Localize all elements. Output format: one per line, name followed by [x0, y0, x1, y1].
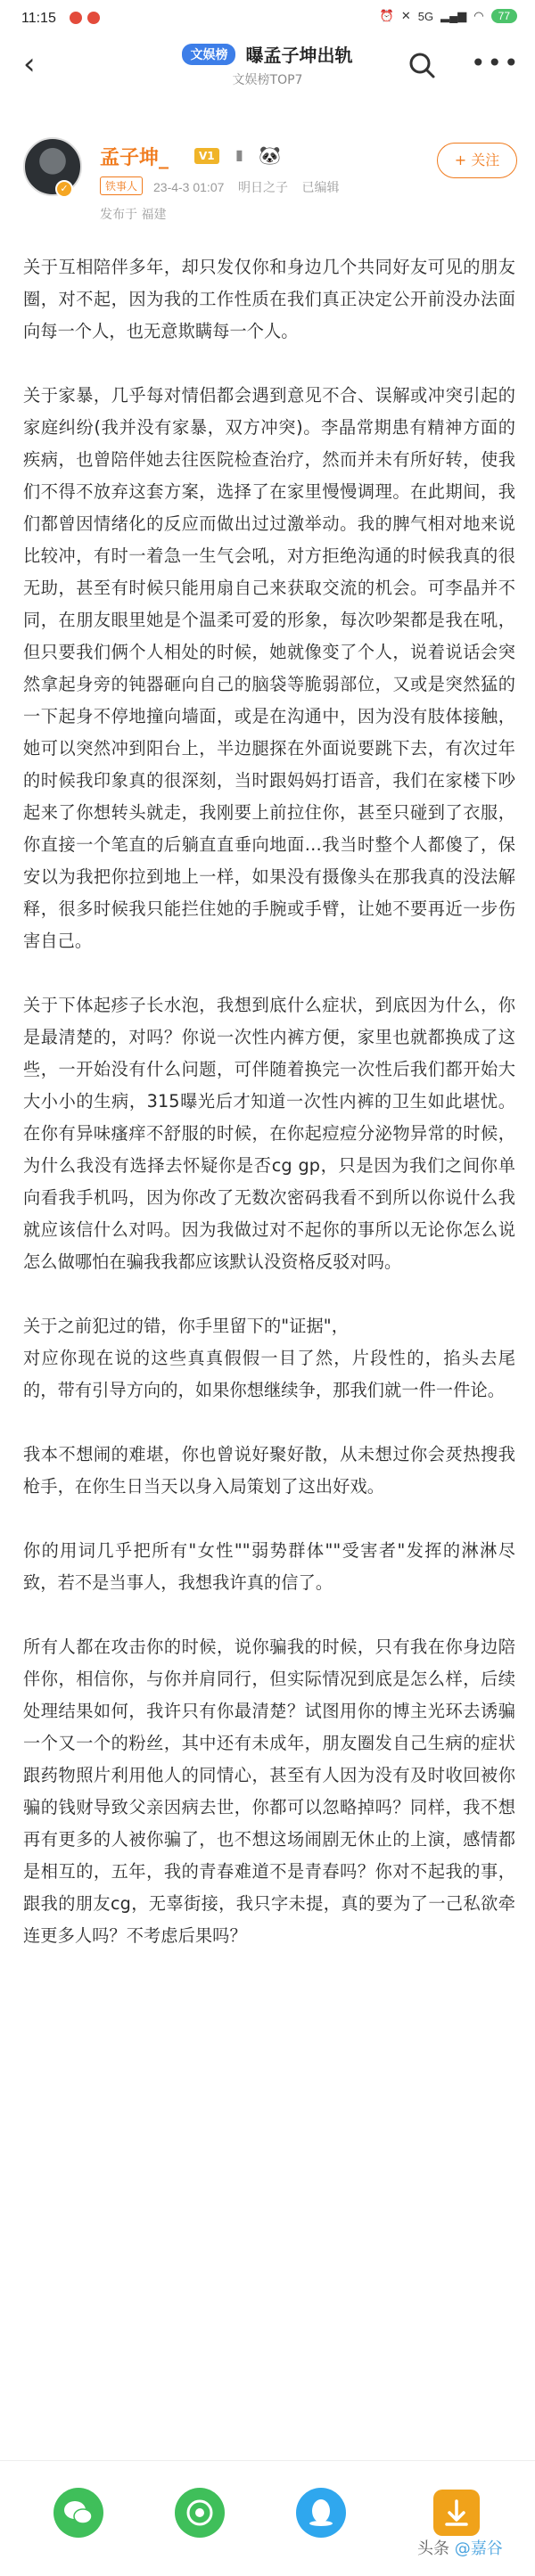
post-meta: [153, 178, 340, 196]
watermark: [417, 2536, 503, 2559]
watermark-prefix: 头条: [417, 2539, 449, 2558]
post-paragraph: 所有人都在攻击你的时候，说你骗我的时候，只有我在你身边陪伴你，相信你，与你并肩同行，但实际情况到底是怎么样，后续处理结果如何，我许只有你最清楚？试图用你的博主光环去诱骗一个又一个的粉丝，其中还有未成年，朋友圈发自己生病的症状跟药物照片利用他人的同情心，甚至有人因为没有及时收回被你骗的钱财导致父亲因病去世，你都可以忽略掉吗？同样，我不想再有更多的人被你骗了，也不想这场闹剧无休止的上演，感情都是相互的，五年，我的青春难道不是青春吗？你对不起我的事，跟我的朋友cg，无辜街接，我只字未提，真的要为了一己私欲牵连更多人吗？不考虑后果吗？: [23, 1637, 515, 1946]
back-icon[interactable]: ‹: [23, 46, 36, 82]
weibo-notification-icon: [70, 12, 82, 24]
watermark-handle: @嘉谷: [454, 2539, 503, 2558]
network-label: 5G: [417, 9, 434, 23]
more-options-icon[interactable]: •••: [471, 48, 521, 78]
post-paragraph: 你的用词几乎把所有"女性""弱势群体""受害者"发挥的淋淋尽致，若不是当事人，我想我许真的信了。: [23, 1540, 515, 1593]
post-paragraph: 我本不想闹的难堪，你也曾说好聚好散，从未想过你会烎热搜我枪手，在你生日当天以身入局策划了这出好戏。: [23, 1444, 515, 1497]
status-bar: [0, 0, 535, 34]
fans-tag[interactable]: 铁事人: [100, 176, 143, 195]
download-icon[interactable]: [433, 2490, 480, 2536]
page-subtitle[interactable]: 文娱榜TOP7: [232, 73, 303, 87]
mute-icon: ✕: [400, 9, 411, 22]
wechat-share-icon[interactable]: [54, 2488, 103, 2538]
post-paragraph: 关于互相陪伴多年，却只发仅你和身边几个共同好友可见的朋友圈，对不起，因为我的工作性质在我们真正决定公开前没办法面向每一个人，也无意欺瞒每一个人。: [23, 257, 515, 341]
follow-button[interactable]: + 关注: [437, 143, 517, 178]
post-paragraph: 关于下体起疹子长水泡，我想到底什么症状，到底因为什么，你是最清楚的，对吗？你说一次性内裤方便，家里也就都换成了这些，一开始没有什么问题，可伴随着换完一次性后我们都开始大大小小的生病，315曝光后才知道一次性内裤的卫生如此堪忧。在你有异味瘙痒不舒服的时候，在你起痘痘分泌物异常的时候，为什么我没有选择去怀疑你是否cg gp，只是因为我们之间你单向看我手机吗，因为你改了无数次密码我看不到所以你说什么我就应该信什么对吗。因为我做过对不起你的事所以无论你怎么说怎么做哪怕在骗我我都应该默认没资格反驳对吗。: [23, 995, 515, 1272]
top-navigation: [0, 34, 535, 96]
author-header: [0, 125, 535, 236]
status-time: 11:15: [21, 11, 56, 26]
wifi-icon: ◠: [473, 9, 484, 22]
status-right: [380, 9, 517, 23]
vip-level-badge[interactable]: V1: [194, 148, 219, 164]
signal-icon: ▂▄▆: [440, 9, 467, 22]
battery-indicator: 77: [491, 9, 517, 23]
post-paragraph: 关于之前犯过的错，你手里留下的"证据"， 对应你现在说的这些真真假假一目了然，片段性的，掐头去尾的，带有引导方向的，如果你想继续争，那我们就一件一件论。: [23, 1316, 515, 1400]
avatar[interactable]: [23, 137, 82, 196]
author-name[interactable]: 孟子坤_: [100, 147, 169, 169]
post-location: 发布于 福建: [100, 208, 167, 222]
moments-share-icon[interactable]: [175, 2488, 225, 2538]
alarm-icon: ⏰: [379, 9, 394, 22]
pin-icon: ▮: [235, 146, 243, 163]
app-notification-icon: [87, 12, 100, 24]
search-icon[interactable]: [407, 50, 439, 82]
panda-icon: 🐼: [259, 144, 281, 166]
qq-share-icon[interactable]: [296, 2488, 346, 2538]
ranking-tag[interactable]: 文娱榜: [182, 44, 235, 65]
edited-label[interactable]: 已编辑: [301, 180, 340, 194]
page-title: 曝孟子坤出轨: [245, 45, 353, 66]
post-source: 明日之子: [237, 180, 288, 194]
notification-icons: [70, 12, 100, 24]
nav-title-block: [0, 41, 535, 88]
post-paragraph: 关于家暴，几乎每对情侣都会遇到意见不合、误解或冲突引起的家庭纠纷(我并没有家暴，双方冲突)。李晶常期患有精神方面的疾病，也曾陪伴她去往医院检查治疗，然而并未有所好转，使我们不得不放弃这套方案，选择了在家里慢慢调理。在此期间，我们都曾因情绪化的反应而做出过过激举动。我的脾气相对地来说比较冲，有时一着急一生气会吼，对方拒绝沟通的时候我真的很无助，甚至有时候只能用扇自己来获取交流的机会。可李晶并不同，在朋友眼里她是个温柔可爱的形象，每次吵架都是我在吼，但只要我们俩个人相处的时候，她就像变了个人，说着说话会突然拿起身旁的钝器砸向自己的脑袋等脆弱部位，又或是突然猛的一下起身不停地撞向墙面，或是在沟通中，因为没有肢体接触，她可以突然冲到阳台上，半边腿探在外面说要跳下去，有次过年的时候我印象真的很深刻，当时跟妈妈打语音，我们在家楼下吵起来了你想转头就走，我刚要上前拉住你，甚至只碰到了衣服，你直接一个笔直的后躺直直垂向地面…我当时整个人都傻了，保安以为我把你拉到地上一样，如果没有摄像头在那我真的没法解释，很多时候我只能拦住她的手腕或手臂，让她不要再近一步伤害自己。: [23, 385, 515, 951]
verified-badge-icon: ✓: [55, 180, 73, 198]
post-body: [23, 251, 515, 1984]
post-date: 23-4-3 01:07: [153, 180, 225, 194]
